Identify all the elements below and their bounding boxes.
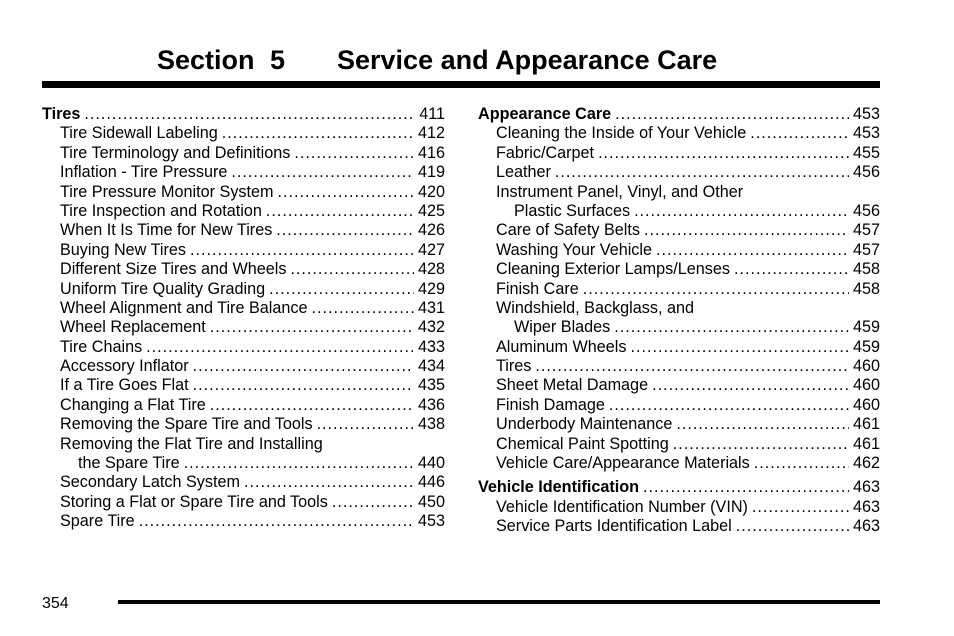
toc-entry-label: Wiper Blades [514, 318, 611, 337]
toc-entry [478, 144, 880, 163]
dot-leader [210, 318, 414, 337]
toc-entry-page: 453 [417, 512, 445, 531]
toc-entry [42, 221, 445, 240]
toc-entry [42, 376, 445, 395]
dot-leader [644, 221, 849, 240]
toc-entry-page: 435 [417, 376, 445, 395]
toc-entry-page: 457 [852, 221, 880, 240]
dot-leader [615, 105, 849, 124]
dot-leader [84, 105, 415, 124]
toc-entry-page: 429 [417, 279, 445, 298]
toc-entry-page: 455 [852, 143, 880, 162]
toc-entry-page: 432 [417, 318, 445, 337]
toc-left-column [42, 105, 445, 532]
toc-entry-label: Tire Pressure Monitor System [60, 182, 274, 201]
toc-entry-label: Wheel Alignment and Tire Balance [60, 298, 308, 317]
toc-entry-label: Vehicle Identification Number (VIN) [496, 497, 748, 516]
dot-leader [231, 163, 414, 182]
toc-entry-label: If a Tire Goes Flat [60, 376, 189, 395]
toc-entry [478, 338, 880, 357]
toc-entry-label: Washing Your Vehicle [496, 240, 652, 259]
toc-right-column [478, 105, 880, 537]
toc-entry [42, 318, 445, 337]
toc-entry-label: Secondary Latch System [60, 473, 240, 492]
dot-leader [614, 318, 849, 337]
toc-entry-page: 453 [852, 105, 880, 123]
toc-entry [478, 396, 880, 415]
toc-entry [478, 415, 880, 434]
toc-entry-label: Appearance Care [478, 105, 612, 123]
toc-entry [478, 299, 880, 318]
toc-entry-label: Finish Care [496, 279, 579, 298]
dot-leader [193, 376, 414, 395]
toc-entry [42, 415, 445, 434]
toc-entry-label: When It Is Time for New Tires [60, 221, 273, 240]
dot-leader [630, 338, 849, 357]
toc-entry-page: 463 [852, 497, 880, 516]
toc-entry [478, 454, 880, 473]
toc-entry [478, 478, 880, 497]
dot-leader [583, 280, 849, 299]
section-heading: Service and Appearance Care [337, 45, 718, 75]
toc-entry-label: Care of Safety Belts [496, 221, 640, 240]
section-title [0, 42, 954, 78]
toc-entry [42, 473, 445, 492]
toc-entry [42, 338, 445, 357]
toc-entry [42, 454, 445, 473]
dot-leader [266, 202, 414, 221]
toc-entry-label: Cleaning the Inside of Your Vehicle [496, 124, 747, 143]
toc-entry [478, 435, 880, 454]
toc-entry-label: Chemical Paint Spotting [496, 434, 669, 453]
toc-entry [42, 435, 445, 454]
toc-entry [42, 493, 445, 512]
dot-leader [290, 260, 414, 279]
dot-leader [193, 357, 414, 376]
toc-entry-page: 446 [417, 473, 445, 492]
toc-entry-label: Windshield, Backglass, and [496, 298, 694, 317]
toc-entry [42, 396, 445, 415]
toc-entry-page: 440 [417, 454, 445, 473]
toc-entry-label: Finish Damage [496, 395, 605, 414]
toc-entry-label: Underbody Maintenance [496, 415, 673, 434]
toc-entry [42, 299, 445, 318]
dot-leader [676, 415, 849, 434]
toc-entry-label: Fabric/Carpet [496, 143, 595, 162]
toc-entry-label: Different Size Tires and Wheels [60, 260, 287, 279]
toc-entry-page: 426 [417, 221, 445, 240]
toc-entry [42, 357, 445, 376]
toc-entry-label: Leather [496, 163, 551, 182]
page-number: 354 [42, 595, 69, 612]
dot-leader [609, 396, 849, 415]
dot-leader [535, 357, 849, 376]
dot-leader [652, 376, 849, 395]
toc-entry-page: 450 [417, 492, 445, 511]
toc-entry-page: 436 [417, 395, 445, 414]
toc-entry [478, 124, 880, 143]
toc-entry [478, 498, 880, 517]
dot-leader [146, 338, 414, 357]
toc-entry-page: 427 [417, 240, 445, 259]
toc-entry [42, 241, 445, 260]
toc-entry-label: Storing a Flat or Spare Tire and Tools [60, 492, 328, 511]
toc-entry-page: 428 [417, 260, 445, 279]
dot-leader [555, 163, 849, 182]
dot-leader [139, 512, 414, 531]
dot-leader [598, 144, 849, 163]
toc-entry-label: Service Parts Identification Label [496, 517, 732, 536]
toc-entry [42, 202, 445, 221]
toc-entry-label: Cleaning Exterior Lamps/Lenses [496, 260, 730, 279]
toc-entry-label: Spare Tire [60, 512, 135, 531]
toc-entry-page: 416 [417, 143, 445, 162]
toc-entry [478, 221, 880, 240]
dot-leader [750, 124, 849, 143]
dot-leader [643, 478, 849, 497]
toc-entry-page: 456 [852, 201, 880, 220]
toc-entry-label: Tires [42, 105, 81, 123]
toc-entry [42, 144, 445, 163]
dot-leader [210, 396, 414, 415]
toc-entry-label: Sheet Metal Damage [496, 376, 649, 395]
toc-entry [42, 512, 445, 531]
toc-entry-page: 463 [852, 478, 880, 497]
dot-leader [276, 221, 414, 240]
toc-entry-page: 460 [852, 357, 880, 376]
toc-entry [42, 183, 445, 202]
toc-entry-page: 462 [852, 454, 880, 473]
toc-entry-label: Tire Terminology and Definitions [60, 143, 291, 162]
toc-entry-label: Instrument Panel, Vinyl, and Other [496, 182, 744, 201]
toc-entry-label: Tire Sidewall Labeling [60, 124, 218, 143]
dot-leader [222, 124, 414, 143]
dot-leader [269, 280, 414, 299]
dot-leader [752, 498, 849, 517]
toc-entry [478, 241, 880, 260]
toc-entry-label: Vehicle Care/Appearance Materials [496, 454, 750, 473]
toc-entry [42, 163, 445, 182]
dot-leader [673, 435, 849, 454]
toc-entry [478, 183, 880, 202]
toc-entry-label: Tire Inspection and Rotation [60, 201, 262, 220]
toc-entry-page: 453 [852, 124, 880, 143]
toc-entry-page: 431 [417, 298, 445, 317]
dot-leader [734, 260, 849, 279]
toc-entry-page: 459 [852, 337, 880, 356]
toc-entry-page: 425 [417, 201, 445, 220]
toc-entry-page: 459 [852, 318, 880, 337]
section-label: Section [157, 45, 255, 75]
toc-entry [478, 280, 880, 299]
toc-entry [42, 105, 445, 124]
toc-entry [478, 376, 880, 395]
section-number: 5 [270, 45, 286, 75]
toc-entry-page: 461 [852, 434, 880, 453]
dot-leader [278, 183, 414, 202]
toc-entry-page: 438 [417, 415, 445, 434]
dot-leader [311, 299, 414, 318]
toc-entry-page: 419 [417, 163, 445, 182]
toc-entry [478, 517, 880, 536]
toc-entry-page: 433 [417, 337, 445, 356]
toc-entry [478, 260, 880, 279]
toc-entry-label: Buying New Tires [60, 240, 186, 259]
toc-entry [478, 202, 880, 221]
toc-entry [478, 163, 880, 182]
toc-entry [42, 280, 445, 299]
dot-leader [184, 454, 414, 473]
dot-leader [656, 241, 849, 260]
toc-entry [478, 318, 880, 337]
toc-entry-page: 457 [852, 240, 880, 259]
toc-entry-label: Wheel Replacement [60, 318, 206, 337]
dot-leader [317, 415, 414, 434]
toc-entry-page: 456 [852, 163, 880, 182]
toc-entry [42, 124, 445, 143]
dot-leader [244, 473, 414, 492]
dot-leader [190, 241, 414, 260]
toc-entry-label: the Spare Tire [78, 454, 180, 473]
toc-entry-label: Tire Chains [60, 337, 143, 356]
toc-entry-page: 461 [852, 415, 880, 434]
footer-rule [118, 600, 880, 604]
toc-entry [478, 357, 880, 376]
toc-entry [42, 260, 445, 279]
toc-entry-label: Removing the Flat Tire and Installing [60, 434, 323, 453]
toc-entry-label: Aluminum Wheels [496, 337, 627, 356]
toc-entry-page: 411 [419, 105, 445, 123]
toc-entry-page: 460 [852, 376, 880, 395]
toc-entry-page: 420 [417, 182, 445, 201]
toc-entry-label: Removing the Spare Tire and Tools [60, 415, 313, 434]
toc-entry-label: Changing a Flat Tire [60, 395, 206, 414]
toc-entry-label: Vehicle Identification [478, 478, 640, 497]
dot-leader [736, 517, 849, 536]
toc-entry-page: 412 [417, 124, 445, 143]
toc-entry-page: 434 [417, 357, 445, 376]
toc-entry-label: Uniform Tire Quality Grading [60, 279, 266, 298]
toc-entry [478, 105, 880, 124]
toc-entry-label: Accessory Inflator [60, 357, 189, 376]
toc-entry-label: Inflation - Tire Pressure [60, 163, 228, 182]
dot-leader [634, 202, 849, 221]
toc-entry-page: 458 [852, 260, 880, 279]
toc-entry-page: 458 [852, 279, 880, 298]
toc-entry-label: Tires [496, 357, 532, 376]
toc-entry-page: 463 [852, 517, 880, 536]
header-rule [42, 81, 880, 88]
dot-leader [294, 144, 414, 163]
dot-leader [332, 493, 414, 512]
dot-leader [754, 454, 849, 473]
toc-entry-page: 460 [852, 395, 880, 414]
toc-entry-label: Plastic Surfaces [514, 201, 631, 220]
